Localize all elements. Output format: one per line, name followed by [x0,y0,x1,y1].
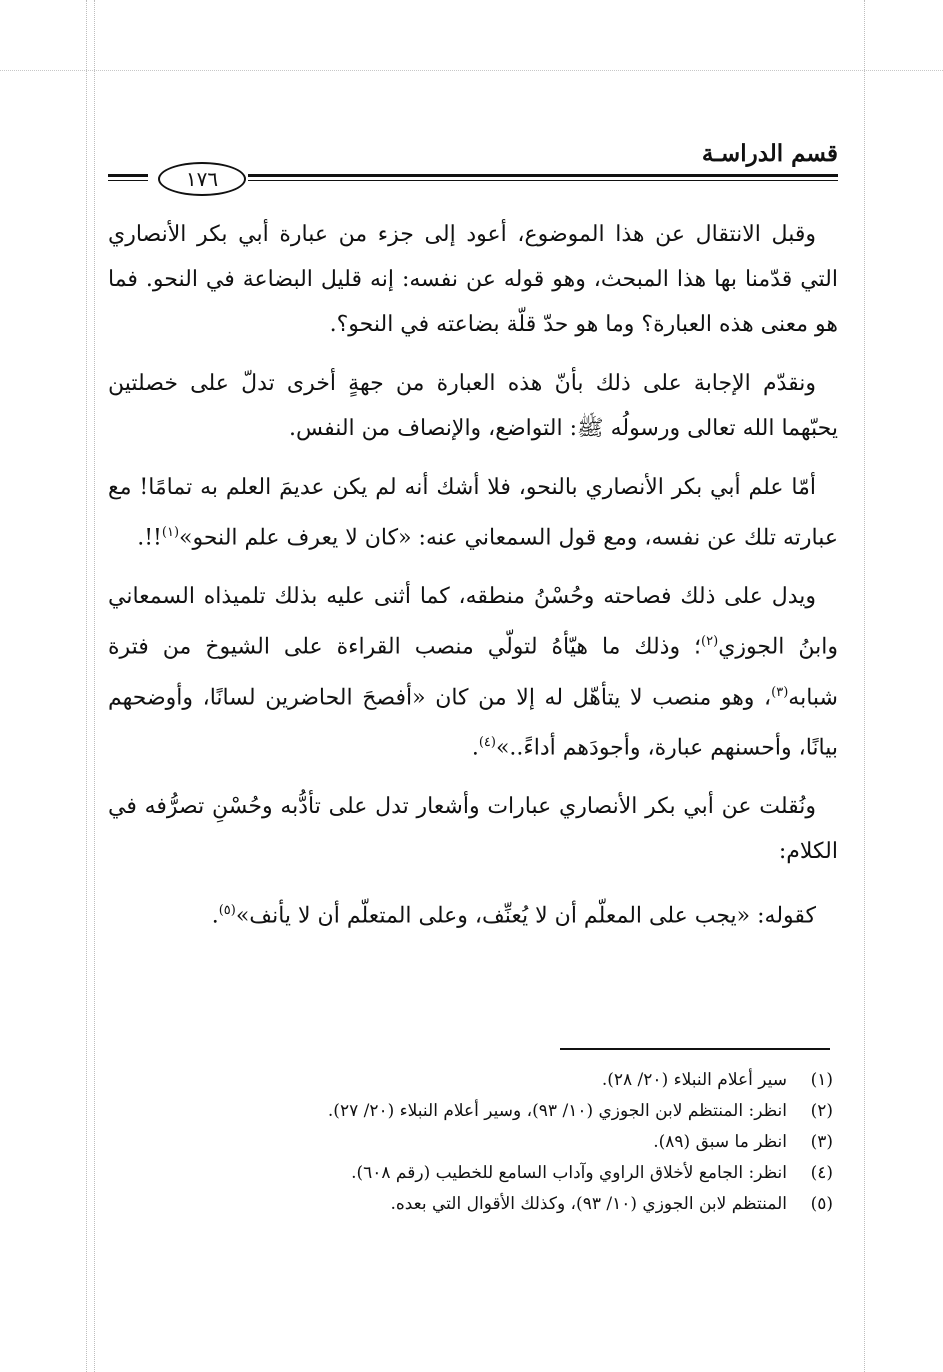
header-rule [108,174,148,177]
footnote-ref[interactable]: (٣) [771,684,789,700]
footnote-separator [560,1048,830,1050]
footnote-number: (٣) [810,1132,833,1152]
paragraph [108,465,838,560]
paragraph-text: . [211,903,219,929]
footnote [113,1065,833,1096]
header-rule [248,180,838,181]
paragraph [108,574,838,770]
page-number: ١٧٦ [158,162,246,196]
footnote-text: سير أعلام النبلاء (٢٠/ ٢٨). [601,1070,787,1090]
paragraph [108,212,838,347]
paragraph-text: وقبل الانتقال عن هذا الموضوع، أعود إلى جزء من عبارة أبي بكر الأنصاري التي قدّمنا بها هذا المبحث، وهو قوله عن نفسه: إنه قليل البضاعة في النحو. فما هو معنى هذه العبارة؟ وما هو حدّ قلّة بضاعته في النحو؟. [108,222,838,337]
paragraph [108,888,838,938]
paragraph-text: ونُقلت عن أبي بكر الأنصاري عبارات وأشعار تدل على تأدُّبه وحُسْنِ تصرُّفه في الكلام: [108,794,838,865]
footnote-number: (٥) [810,1194,833,1214]
footnote-text: انظر ما سبق (٨٩). [653,1132,787,1152]
paragraph-text: !!. [137,525,162,551]
scan-guide-line [86,0,87,1372]
paragraph-text: ونقدّم الإجابة على ذلك بأنّ هذه العبارة من جهةٍ أخرى تدلّ على خصلتين يحبّهما الله تعالى ورسولُه ﷺ: التواضع، والإنصاف من النفس. [108,371,838,441]
header-rule [108,180,148,181]
footnote-number: (٢) [810,1101,833,1121]
footnote-text: انظر: الجامع لأخلاق الراوي وآداب السامع للخطيب (رقم ٦٠٨). [351,1163,787,1183]
paragraph-text: ويدل على ذلك فصاحته وحُسْنُ منطقه، كما أثنى عليه بذلك تلميذاه السمعاني وابنُ الجوزي [108,584,838,660]
section-title: قسم الدراسـة [701,140,838,167]
paragraph-text: أمّا علم أبي بكر الأنصاري بالنحو، فلا أشك أنه لم يكن عديمَ العلم به تمامًا! مع عبارته تلك عن نفسه، ومع قول السمعاني عنه: «كان لا يعرف علم النحو» [108,475,838,551]
footnote-number: (٤) [810,1163,833,1183]
header-rule [248,174,838,177]
main-text [108,212,838,953]
footnote-ref[interactable]: (٥) [218,903,236,919]
footnote-ref[interactable]: (٢) [701,634,719,650]
footnote [113,1096,833,1127]
footnote-ref[interactable]: (١) [161,525,180,540]
scan-guide-line [0,70,943,71]
paragraph-text: كقوله: «يجب على المعلّم أن لا يُعنِّف، وعلى المتعلّم أن لا يأنف» [235,903,816,929]
footnote [113,1127,833,1158]
page-header [108,140,838,190]
footnote-text: المنتظم لابن الجوزي (١٠/ ٩٣)، وكذلك الأقوال التي بعده. [390,1194,787,1214]
footnote-number: (١) [810,1070,833,1090]
footnote-text: انظر: المنتظم لابن الجوزي (١٠/ ٩٣)، وسير أعلام النبلاء (٢٠/ ٢٧). [327,1101,787,1121]
scan-guide-line [94,0,95,1372]
paragraph-text: ؛ وذلك ما هيّأهُ لتولّي منصب القراءة على الشيوخ من فترة شبابه [108,634,838,710]
paragraph-text: . [471,735,479,761]
paragraph [108,361,838,451]
footnote [113,1189,833,1220]
footnote [113,1158,833,1189]
footnote-ref[interactable]: (٤) [478,734,496,750]
footnotes [113,1065,833,1220]
paragraph [108,784,838,874]
scan-guide-line [864,0,865,1372]
paragraph-text: ، وهو منصب لا يتأهّل له إلا من كان «أفصحَ الحاضرين لسانًا، وأوضحهم بيانًا، وأحسنهم عبارة، وأجودَهم أداءً..» [108,684,838,761]
